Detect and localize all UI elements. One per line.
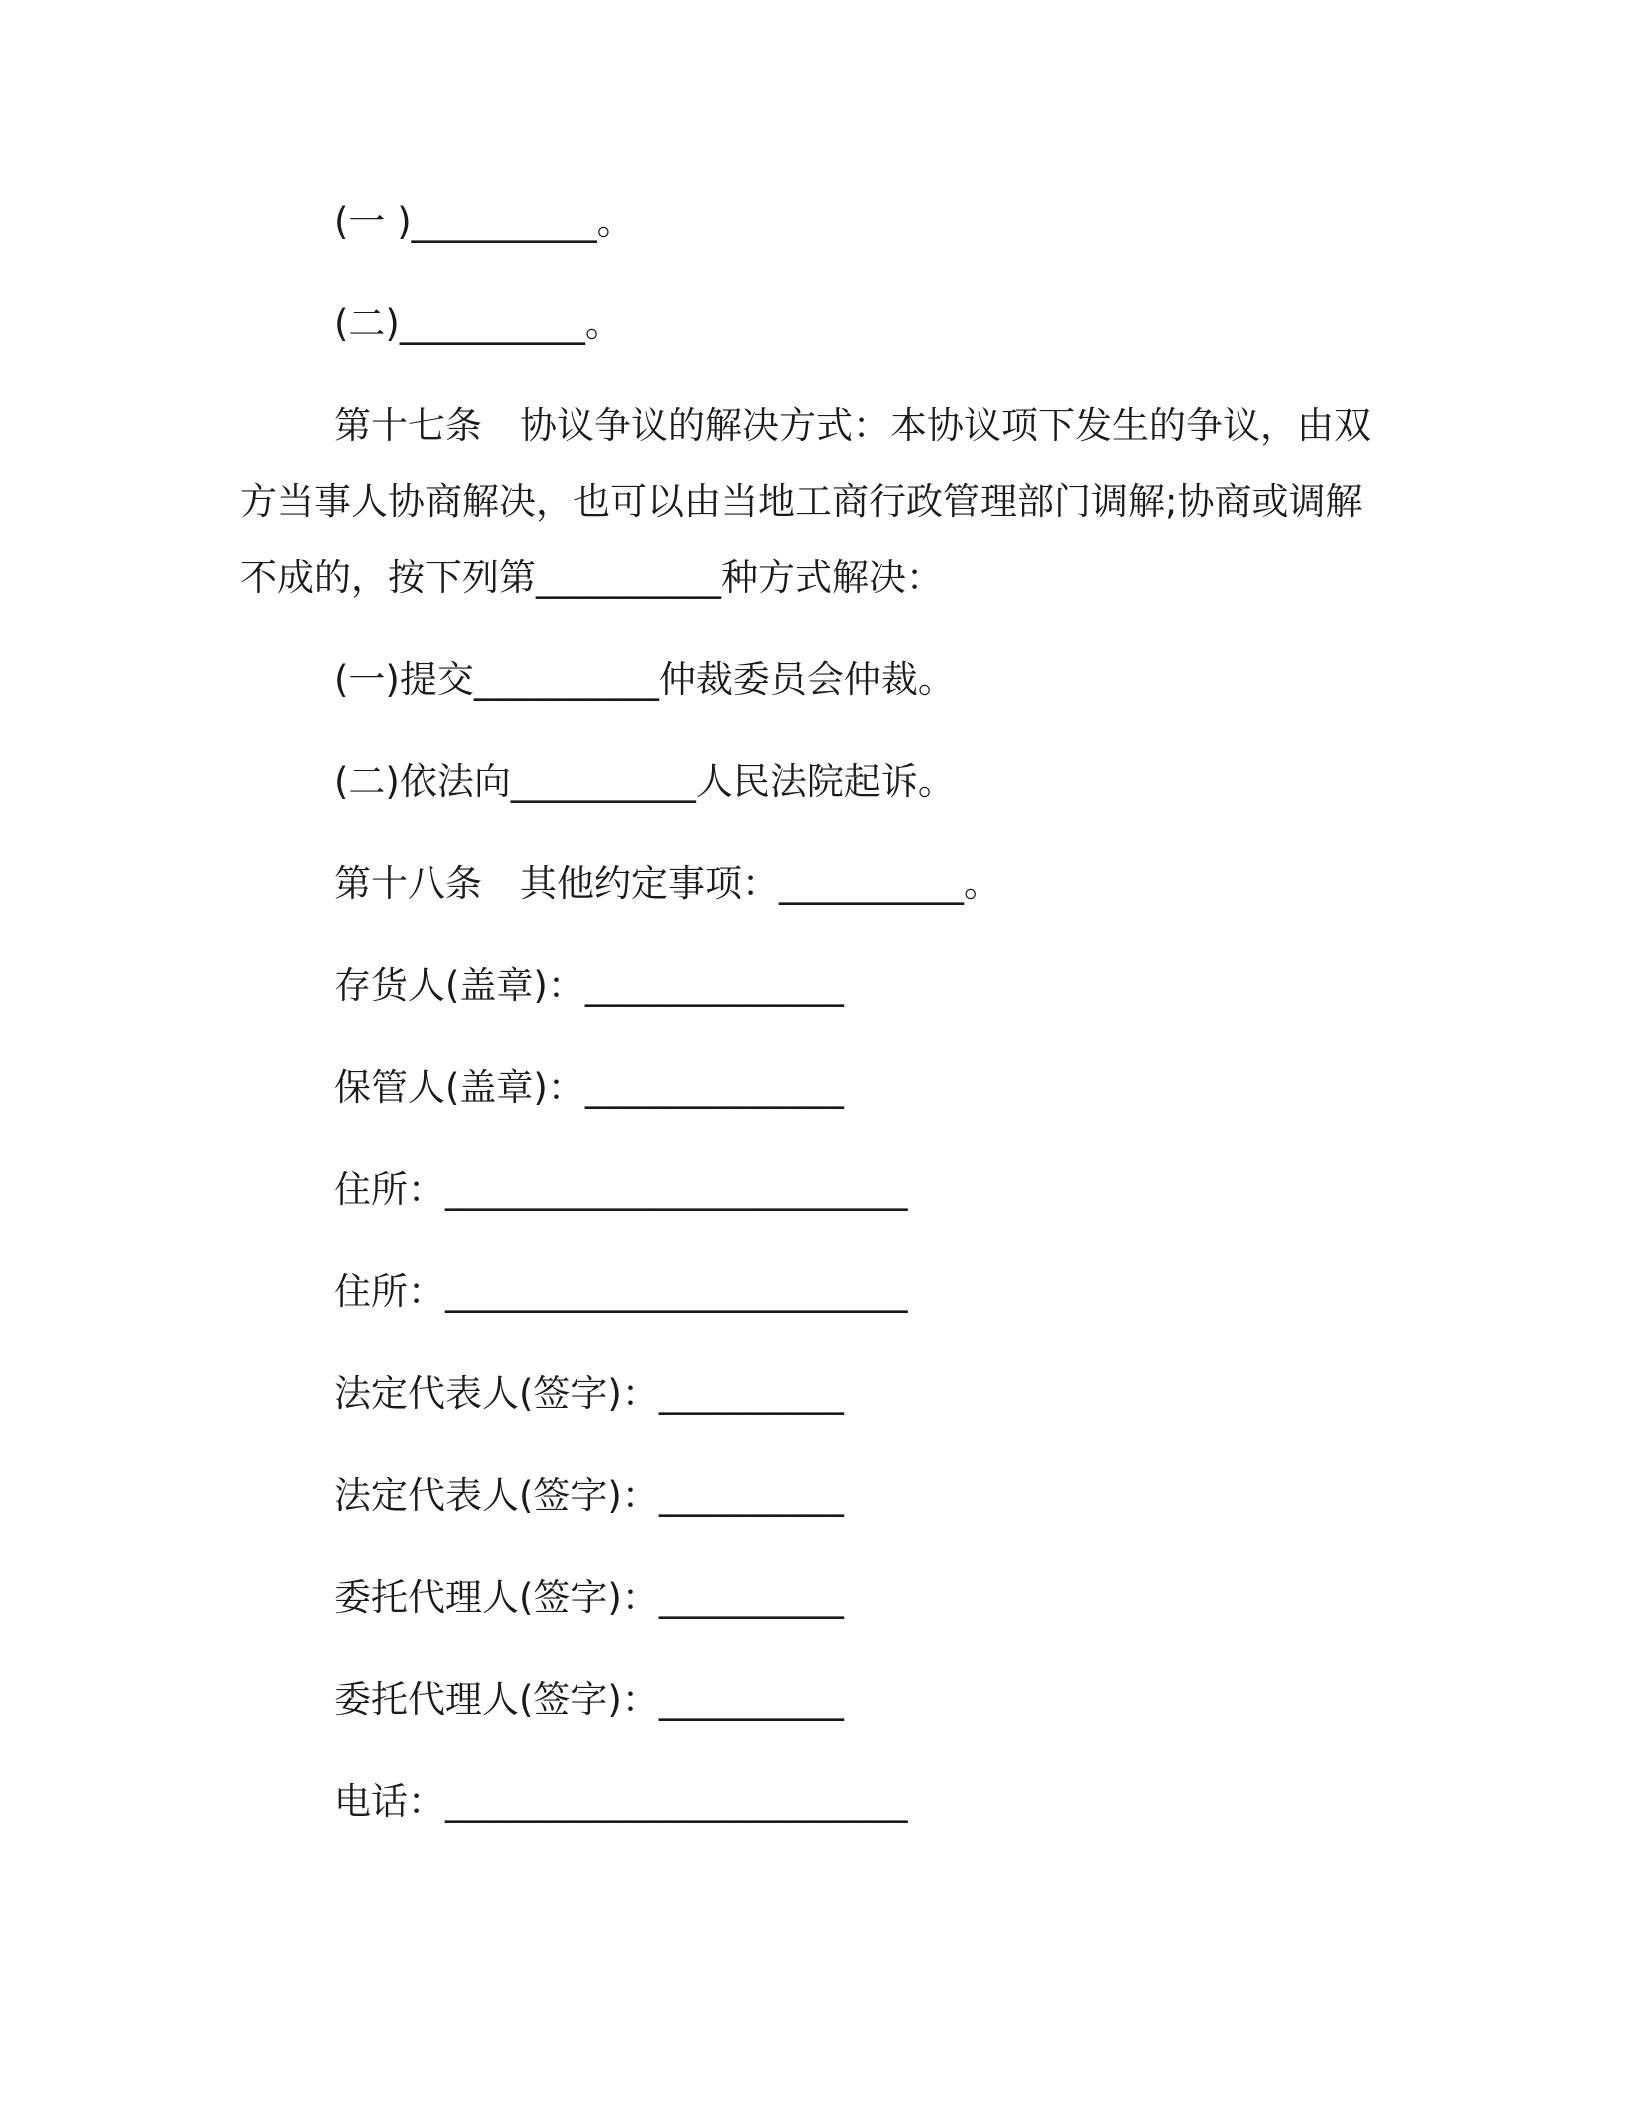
option-1-blank: (一 )__________。 [334,200,634,243]
article-17-first-line [334,402,1371,450]
article-18-number: 第十八条 [334,862,482,905]
article-17-second-line: 方当事人协商解决，也可以由当地工商行政管理部门调解;协商或调解 [240,480,1363,523]
court-option: (二)依法向__________人民法院起诉。 [334,760,955,803]
article-17-number: 第十七条 [334,404,482,447]
custodian-seal-line: 保管人(盖章)：______________ [334,1066,844,1109]
address-line-1: 住所：_________________________ [334,1168,908,1211]
address-line-2: 住所：_________________________ [334,1270,908,1313]
article-17-text-start: 协议争议的解决方式：本协议项下发生的争议，由双 [520,404,1371,447]
article-18-text: 其他约定事项：__________。 [520,862,1001,905]
phone-line: 电话：_________________________ [334,1780,908,1823]
arbitration-option: (一)提交__________仲裁委员会仲裁。 [334,658,955,701]
article-18-line [334,860,1001,908]
agent-signature-1: 委托代理人(签字)：__________ [334,1576,844,1619]
agent-signature-2: 委托代理人(签字)：__________ [334,1678,844,1721]
legal-rep-signature-1: 法定代表人(签字)：__________ [334,1372,844,1415]
article-17-third-line: 不成的，按下列第__________种方式解决： [240,556,943,599]
legal-rep-signature-2: 法定代表人(签字)：__________ [334,1474,844,1517]
depositor-seal-line: 存货人(盖章)：______________ [334,964,844,1007]
option-2-blank: (二)__________。 [334,302,622,345]
